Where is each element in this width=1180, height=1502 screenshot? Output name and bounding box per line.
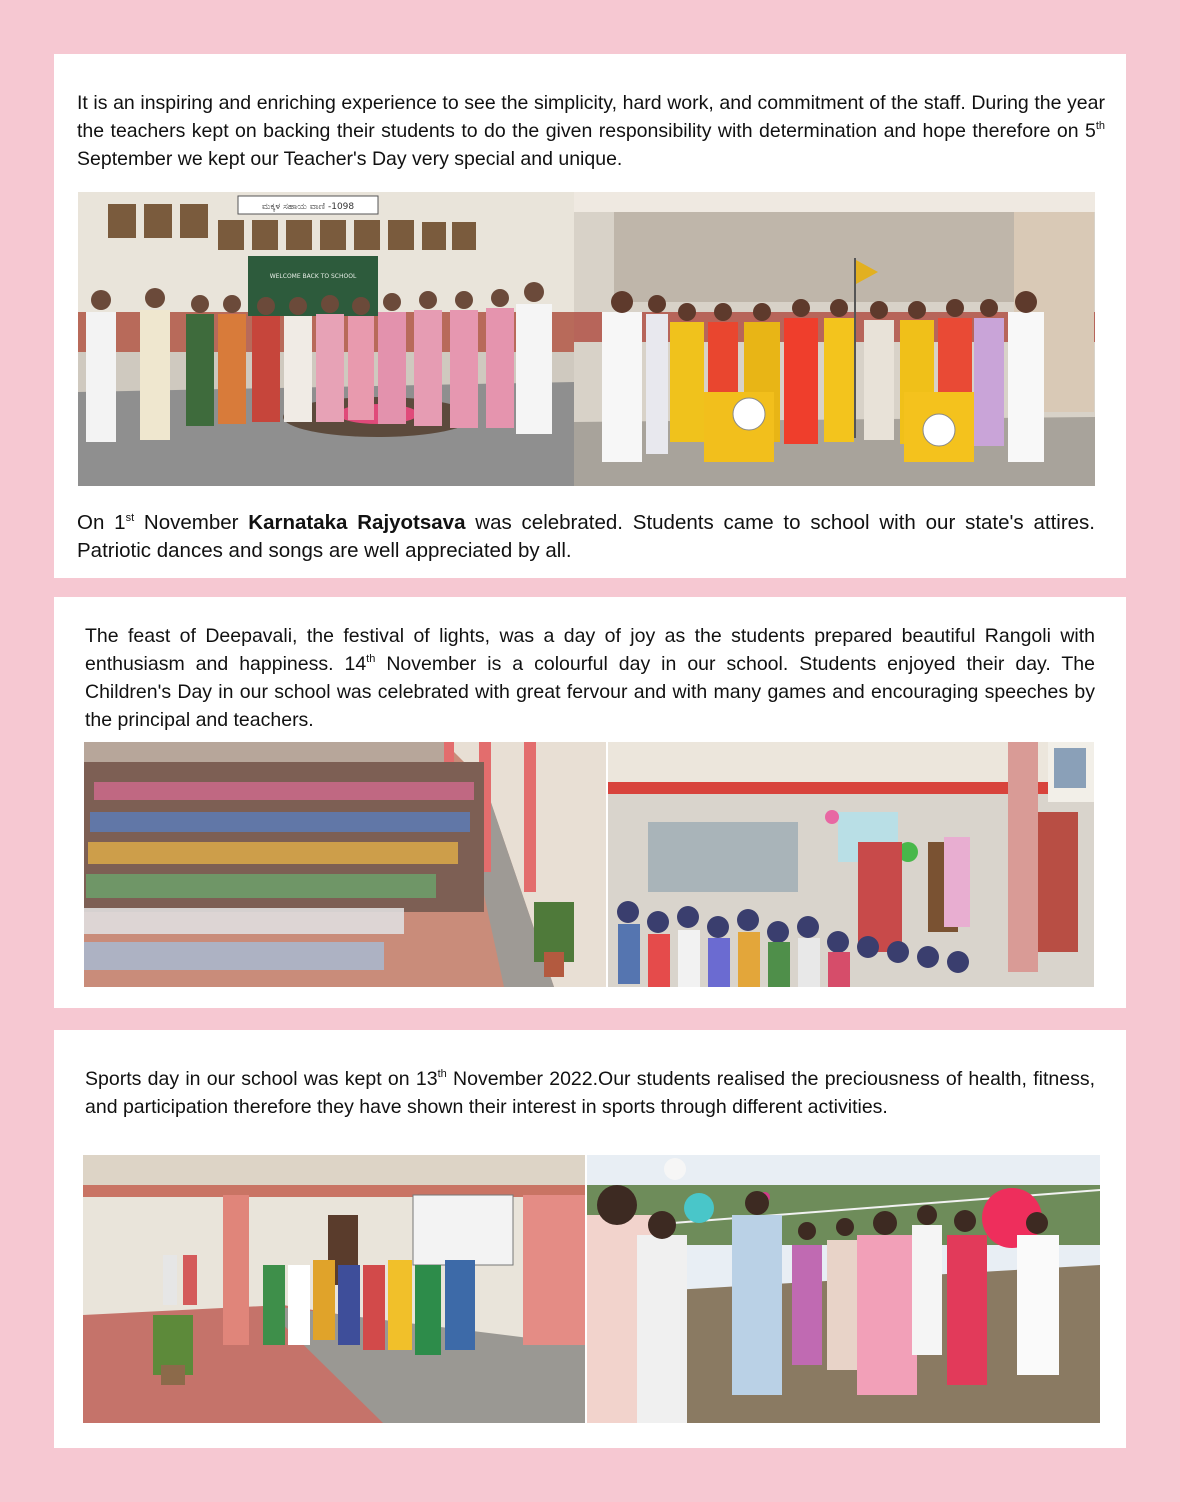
rajyotsava-text-end: was celebrated. Students came to school with our state's attires. Patriotic dances and songs are well appreciated by all.: [77, 511, 1095, 562]
assembly-students-photo: [84, 742, 606, 987]
sports-day-panel: [54, 1030, 1126, 1448]
superscript: th: [437, 1068, 447, 1080]
rajyotsava-text-mid: November: [134, 511, 249, 534]
superscript: th: [1095, 120, 1105, 132]
rajyotsava-group-photo: [574, 192, 1095, 486]
deepavali-paragraph: [85, 622, 1095, 734]
helpline-sign-text: ಮಕ್ಕಳ ಸಹಾಯ ವಾಣಿ -1098: [261, 202, 355, 212]
welcome-board-text: WELCOME BACK TO SCHOOL: [269, 273, 357, 280]
deepavali-text-start: The feast of Deepavali, the festival of lights, was a day of joy as the students prepared beautiful Rangoli with enthusiasm and happiness. 14: [85, 625, 1095, 675]
teachers-day-text-end: September we kept our Teacher's Day very special and unique.: [77, 148, 623, 170]
childrens-day-stage-photo: [608, 742, 1094, 987]
sports-day-balloons-photo: [587, 1155, 1100, 1423]
sports-day-corridor-photo: [83, 1155, 585, 1423]
rajyotsava-bold-title: Karnataka Rajyotsava: [248, 511, 466, 534]
rajyotsava-text-start: On 1: [77, 511, 126, 534]
sports-day-paragraph: [85, 1065, 1095, 1121]
superscript: st: [125, 512, 135, 524]
sports-day-text-end: November 2022.Our students realised the preciousness of health, fitness, and participation therefore they have shown their interest in sports through different activities.: [85, 1068, 1095, 1118]
deepavali-text-end: November is a colourful day in our school. Students enjoyed their day. The Children's Day in our school was celebrated with great fervour and with many games and encouraging speeches by the principal and teachers.: [85, 653, 1095, 731]
teachers-day-panel: [54, 54, 1126, 578]
sports-day-text-start: Sports day in our school was kept on 13: [85, 1068, 438, 1090]
deepavali-panel: [54, 597, 1126, 1008]
teachers-day-staff-photo: [78, 192, 574, 486]
rajyotsava-paragraph: [77, 509, 1095, 565]
teachers-day-text: It is an inspiring and enriching experience to see the simplicity, hard work, and commitment of the staff. During the year the teachers kept on backing their students to do the given responsibility with determination and hope therefore on 5: [77, 92, 1105, 142]
teachers-day-paragraph: [77, 89, 1105, 173]
superscript: th: [366, 653, 376, 665]
